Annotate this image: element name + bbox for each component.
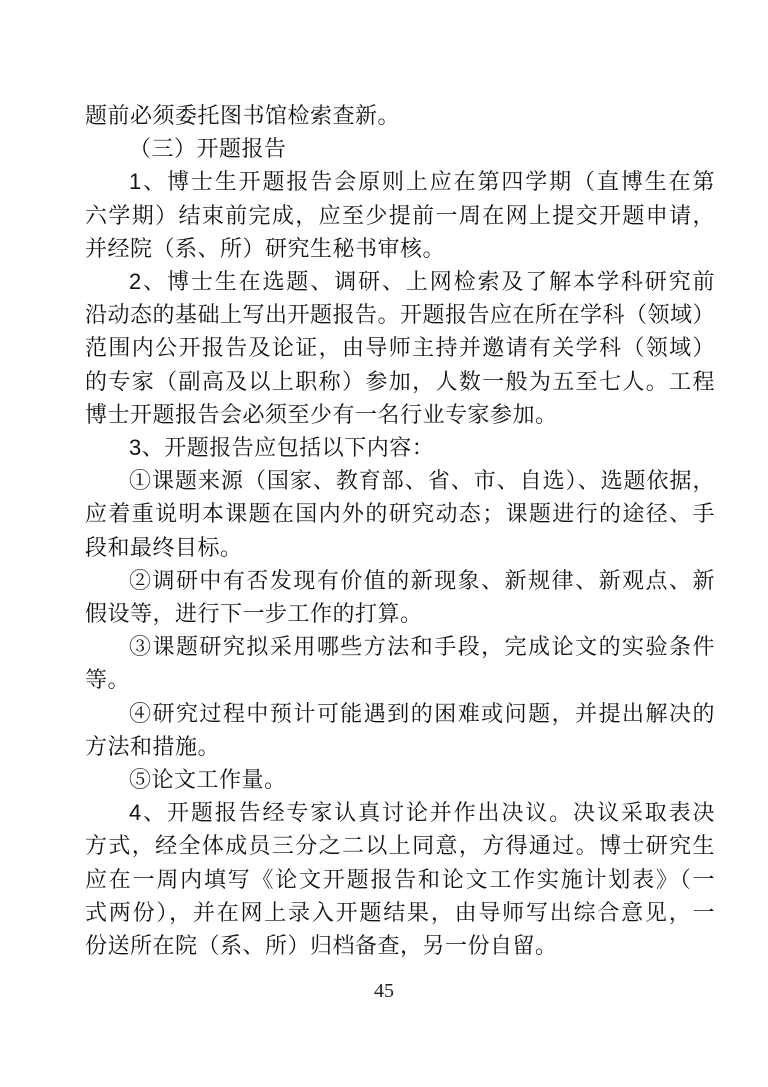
text-line: ⑤论文工作量。 xyxy=(129,767,287,793)
text-line: 题前必须委托图书馆检索查新。 xyxy=(85,103,401,128)
text-line: 方式，经全体成员三分之二以上同意，方得通过。博士研究生 xyxy=(85,833,715,859)
text-line: 假设等，进行下一步工作的打算。 xyxy=(85,601,423,627)
text-line: 的专家（副高及以上职称）参加，人数一般为五至七人。工程 xyxy=(85,368,715,394)
text-line: ④研究过程中预计可能遇到的困难或问题，并提出解决的 xyxy=(129,700,715,726)
text-line: 2、博士生在选题、调研、上网检索及了解本学科研究前 xyxy=(129,269,715,295)
text-line: 4、开题报告经专家认真讨论并作出决议。决议采取表决 xyxy=(129,800,715,826)
text-line: 应着重说明本课题在国内外的研究动态；课题进行的途径、手 xyxy=(85,501,715,527)
text-line: （三）开题报告 xyxy=(129,136,287,162)
text-line: 份送所在院（系、所）归档备查，另一份自留。 xyxy=(85,933,558,959)
text-line: 3、开题报告应包括以下内容： xyxy=(129,435,435,461)
text-line: 1、博士生开题报告会原则上应在第四学期（直博生在第 xyxy=(129,169,715,195)
text-line: 范围内公开报告及论证，由导师主持并邀请有关学科（领域） xyxy=(85,335,715,361)
text-line: 应在一周内填写《论文开题报告和论文工作实施计划表》（一 xyxy=(85,866,715,892)
page-number: 45 xyxy=(374,980,394,1002)
text-line: 博士开题报告会必须至少有一名行业专家参加。 xyxy=(85,401,558,427)
document-body xyxy=(85,99,715,962)
text-line: 方法和措施。 xyxy=(85,733,221,759)
text-line: ②调研中有否发现有价值的新现象、新规律、新观点、新 xyxy=(129,567,715,593)
text-line: ①课题来源（国家、教育部、省、市、自选）、选题依据， xyxy=(129,468,715,494)
text-line: 沿动态的基础上写出开题报告。开题报告应在所在学科（领域） xyxy=(85,302,716,328)
text-line: 段和最终目标。 xyxy=(85,534,243,560)
text-line: 并经院（系、所）研究生秘书审核。 xyxy=(85,235,446,261)
text-line: ③课题研究拟采用哪些方法和手段，完成论文的实验条件 xyxy=(129,634,715,660)
text-line: 六学期）结束前完成，应至少提前一周在网上提交开题申请， xyxy=(85,202,715,228)
text-line: 等。 xyxy=(85,667,131,693)
text-line: 式两份），并在网上录入开题结果，由导师写出综合意见，一 xyxy=(85,899,715,925)
